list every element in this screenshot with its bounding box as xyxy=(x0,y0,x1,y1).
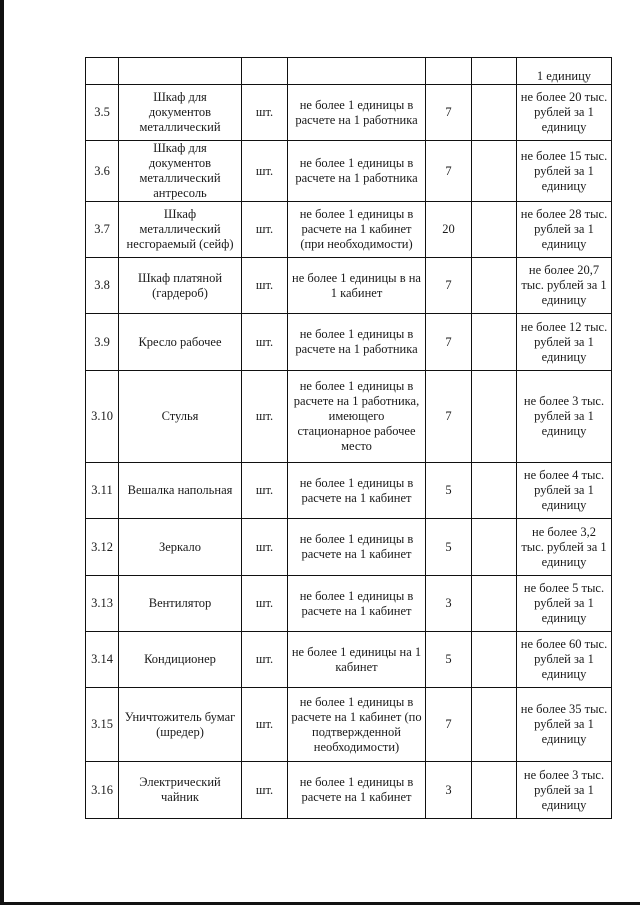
cell-name: Кондиционер xyxy=(119,632,242,688)
table-row xyxy=(86,576,612,632)
cell-unit: шт. xyxy=(242,519,288,576)
cell-unit: шт. xyxy=(242,576,288,632)
table-row-continuation xyxy=(86,58,612,85)
table-row xyxy=(86,371,612,463)
cell-unit: шт. xyxy=(242,463,288,519)
cell-price: не более 4 тыс. рублей за 1 единицу xyxy=(517,463,612,519)
cell-num: 3.15 xyxy=(86,688,119,762)
cell-num: 3.5 xyxy=(86,85,119,141)
cell-name: Вешалка напольная xyxy=(119,463,242,519)
cell-norm: не более 1 единицы в расчете на 1 работника xyxy=(288,85,426,141)
cell-name: Кресло рабочее xyxy=(119,314,242,371)
cell-norm: не более 1 единицы в расчете на 1 работника, имеющего стационарное рабочее место xyxy=(288,371,426,463)
cell-extra xyxy=(472,85,517,141)
cell-years: 7 xyxy=(426,141,472,202)
cell-price: не более 60 тыс. рублей за 1 единицу xyxy=(517,632,612,688)
cell-years: 7 xyxy=(426,371,472,463)
cell-num: 3.7 xyxy=(86,202,119,258)
cell-norm xyxy=(288,58,426,85)
cell-years: 7 xyxy=(426,688,472,762)
cell-num xyxy=(86,58,119,85)
cell-num: 3.14 xyxy=(86,632,119,688)
scan-left-edge xyxy=(0,0,4,905)
table-row xyxy=(86,688,612,762)
cell-extra xyxy=(472,314,517,371)
cell-unit: шт. xyxy=(242,141,288,202)
cell-num: 3.8 xyxy=(86,258,119,314)
cell-years: 3 xyxy=(426,576,472,632)
cell-norm: не более 1 единицы в расчете на 1 кабинет (по подтвержденной необходимости) xyxy=(288,688,426,762)
cell-norm: не более 1 единицы в на 1 кабинет xyxy=(288,258,426,314)
cell-years: 5 xyxy=(426,463,472,519)
cell-num: 3.6 xyxy=(86,141,119,202)
cell-extra xyxy=(472,141,517,202)
cell-num: 3.9 xyxy=(86,314,119,371)
cell-price: не более 28 тыс. рублей за 1 единицу xyxy=(517,202,612,258)
cell-years: 7 xyxy=(426,85,472,141)
cell-norm: не более 1 единицы на 1 кабинет xyxy=(288,632,426,688)
cell-price: не более 20,7 тыс. рублей за 1 единицу xyxy=(517,258,612,314)
cell-price: не более 15 тыс. рублей за 1 единицу xyxy=(517,141,612,202)
cell-name: Вентилятор xyxy=(119,576,242,632)
cell-years: 5 xyxy=(426,519,472,576)
cell-norm: не более 1 единицы в расчете на 1 кабинет xyxy=(288,463,426,519)
cell-num: 3.13 xyxy=(86,576,119,632)
cell-name: Шкаф платяной (гардероб) xyxy=(119,258,242,314)
cell-name: Шкаф для документов металлический антресоль xyxy=(119,141,242,202)
cell-num: 3.12 xyxy=(86,519,119,576)
cell-years: 3 xyxy=(426,762,472,819)
table-row xyxy=(86,258,612,314)
cell-unit: шт. xyxy=(242,202,288,258)
table-row xyxy=(86,519,612,576)
cell-extra xyxy=(472,762,517,819)
cell-years: 7 xyxy=(426,314,472,371)
table-row xyxy=(86,202,612,258)
cell-num: 3.10 xyxy=(86,371,119,463)
cell-extra xyxy=(472,58,517,85)
cell-unit: шт. xyxy=(242,371,288,463)
cell-name: Зеркало xyxy=(119,519,242,576)
cell-num: 3.16 xyxy=(86,762,119,819)
cell-name xyxy=(119,58,242,85)
table-row xyxy=(86,762,612,819)
cell-price: не более 3 тыс. рублей за 1 единицу xyxy=(517,371,612,463)
cell-name: Шкаф для документов металлический xyxy=(119,85,242,141)
cell-price: 1 единицу xyxy=(517,58,612,85)
cell-norm: не более 1 единицы в расчете на 1 кабинет xyxy=(288,576,426,632)
table-row xyxy=(86,85,612,141)
cell-norm: не более 1 единицы в расчете на 1 кабинет (при необходимости) xyxy=(288,202,426,258)
cell-extra xyxy=(472,202,517,258)
cell-unit: шт. xyxy=(242,762,288,819)
cell-unit: шт. xyxy=(242,258,288,314)
cell-years: 7 xyxy=(426,258,472,314)
cell-name: Стулья xyxy=(119,371,242,463)
cell-name: Шкаф металлический несгораемый (сейф) xyxy=(119,202,242,258)
cell-name: Электрический чайник xyxy=(119,762,242,819)
table-row xyxy=(86,141,612,202)
cell-extra xyxy=(472,258,517,314)
cell-price: не более 3 тыс. рублей за 1 единицу xyxy=(517,762,612,819)
furniture-norms-table xyxy=(85,57,612,819)
cell-name: Уничтожитель бумаг (шредер) xyxy=(119,688,242,762)
cell-num: 3.11 xyxy=(86,463,119,519)
cell-norm: не более 1 единицы в расчете на 1 кабинет xyxy=(288,519,426,576)
cell-extra xyxy=(472,463,517,519)
cell-years: 5 xyxy=(426,632,472,688)
cell-norm: не более 1 единицы в расчете на 1 кабинет xyxy=(288,762,426,819)
cell-unit: шт. xyxy=(242,688,288,762)
cell-unit xyxy=(242,58,288,85)
cell-unit: шт. xyxy=(242,314,288,371)
cell-price: не более 12 тыс. рублей за 1 единицу xyxy=(517,314,612,371)
table-row xyxy=(86,314,612,371)
cell-unit: шт. xyxy=(242,85,288,141)
cell-extra xyxy=(472,688,517,762)
table-row xyxy=(86,463,612,519)
cell-unit: шт. xyxy=(242,632,288,688)
cell-norm: не более 1 единицы в расчете на 1 работника xyxy=(288,141,426,202)
cell-norm: не более 1 единицы в расчете на 1 работника xyxy=(288,314,426,371)
table-body xyxy=(86,58,612,819)
cell-price: не более 5 тыс. рублей за 1 единицу xyxy=(517,576,612,632)
cell-extra xyxy=(472,576,517,632)
cell-price: не более 35 тыс. рублей за 1 единицу xyxy=(517,688,612,762)
cell-years: 20 xyxy=(426,202,472,258)
cell-years xyxy=(426,58,472,85)
cell-extra xyxy=(472,371,517,463)
cell-extra xyxy=(472,632,517,688)
cell-extra xyxy=(472,519,517,576)
table-row xyxy=(86,632,612,688)
cell-price: не более 20 тыс. рублей за 1 единицу xyxy=(517,85,612,141)
cell-price: не более 3,2 тыс. рублей за 1 единицу xyxy=(517,519,612,576)
